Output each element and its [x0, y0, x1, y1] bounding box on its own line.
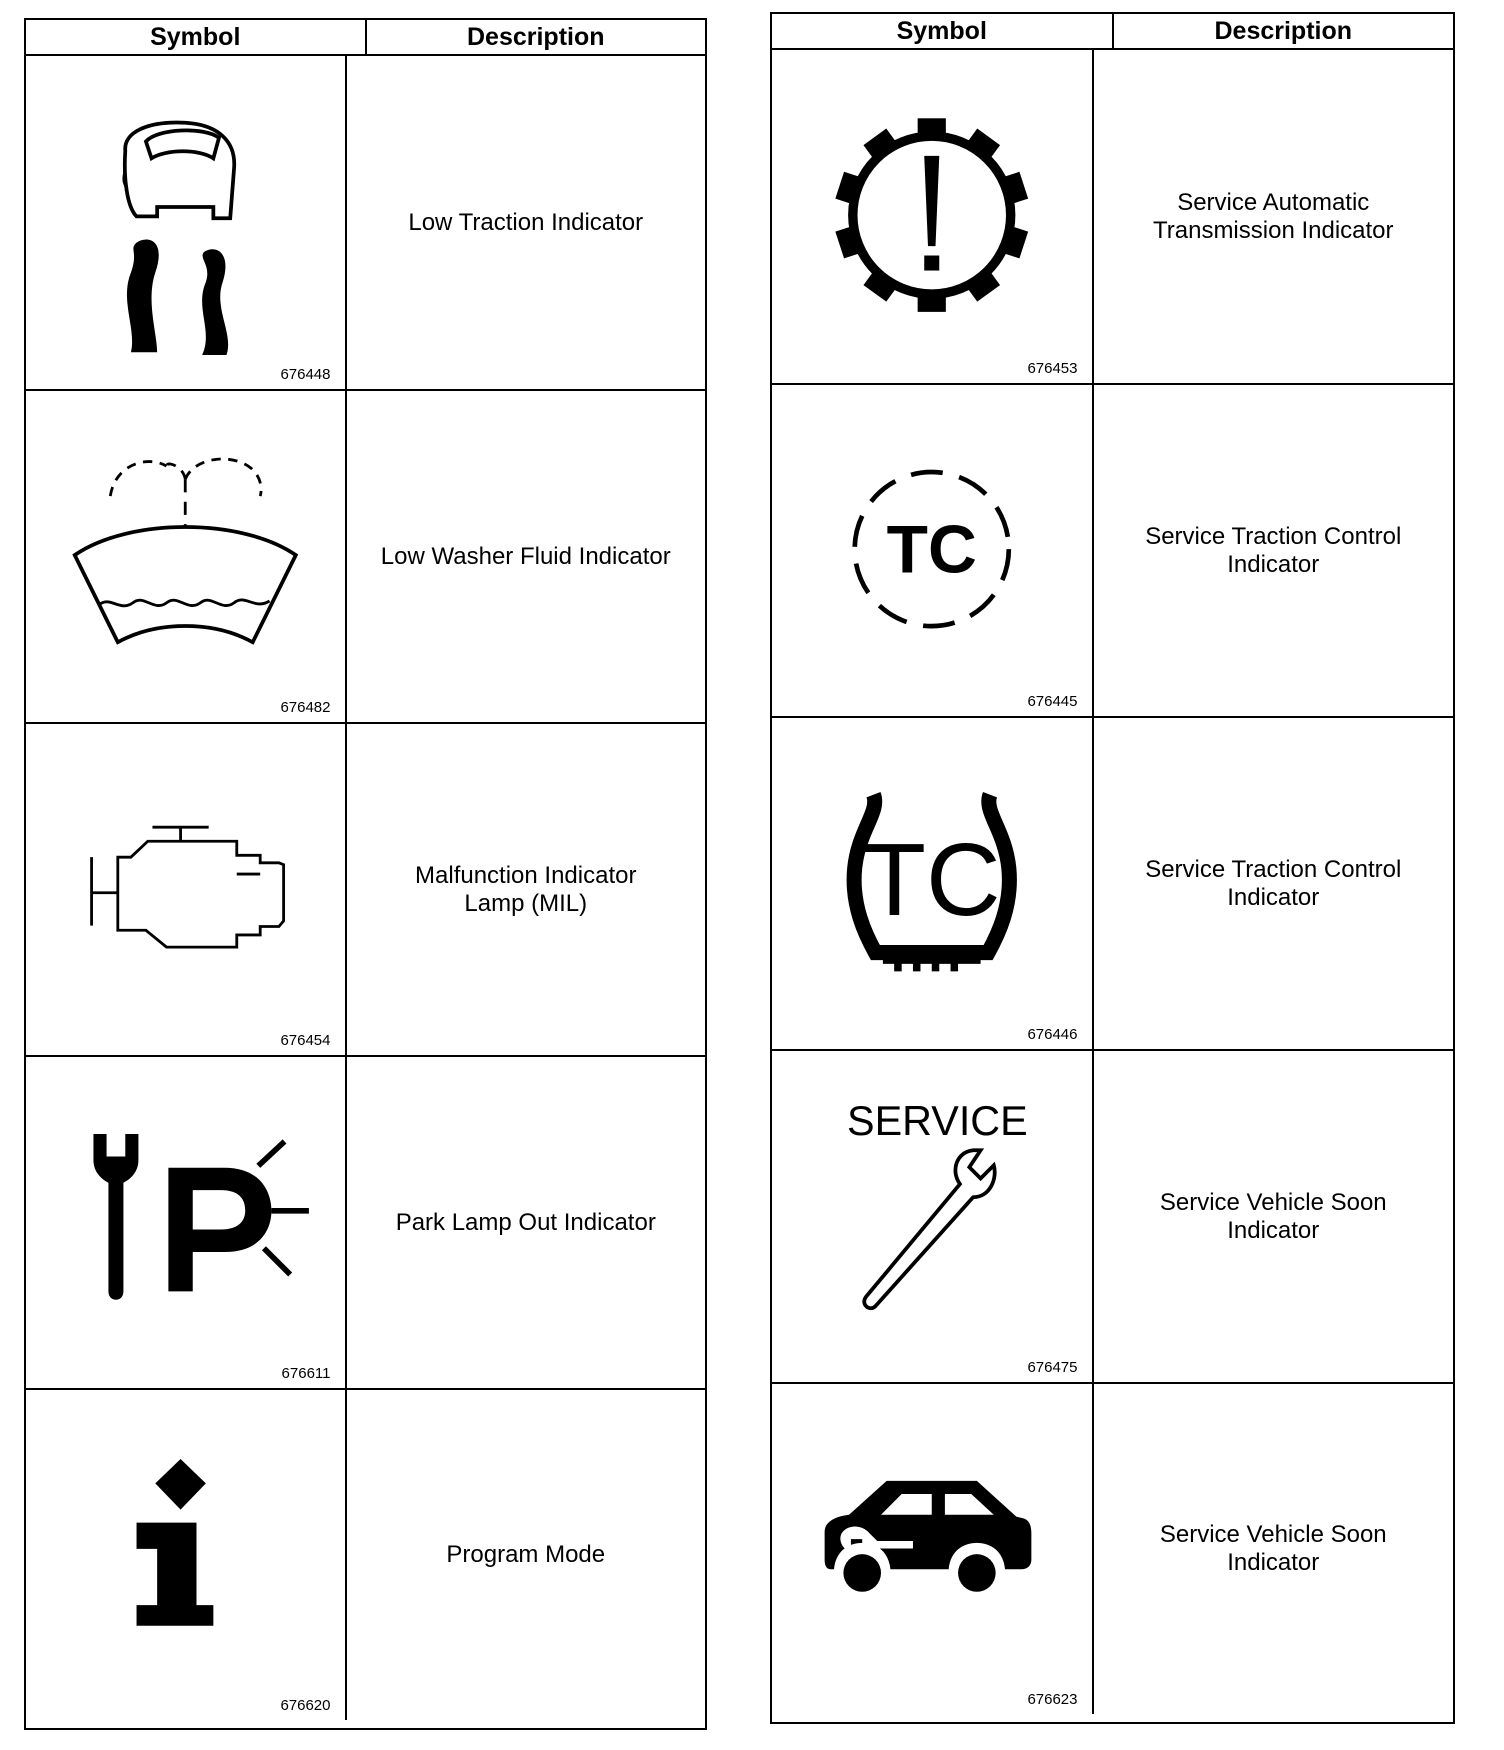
description-column-header: Description: [1112, 14, 1454, 48]
figure-number: 676453: [1027, 360, 1078, 377]
figure-number: 676446: [1027, 1026, 1078, 1043]
park-lamp-icon: [26, 1057, 345, 1388]
figure-number: 676482: [280, 699, 331, 716]
description-column-header: Description: [365, 20, 706, 54]
table-row: [26, 56, 705, 389]
description-text: Service Automatic Transmission Indicator: [1152, 188, 1394, 244]
figure-number: 676611: [281, 1365, 331, 1382]
washer-fluid-icon: [26, 391, 345, 722]
service-wrench-icon: [772, 1051, 1092, 1382]
table-row: [26, 1055, 705, 1388]
table-row: [26, 389, 705, 722]
table-header: [26, 20, 705, 56]
table-row: [772, 716, 1453, 1049]
description-text: Service Vehicle Soon Indicator: [1159, 1521, 1387, 1576]
table-row: [26, 1388, 705, 1720]
table-row: [772, 383, 1453, 716]
description-text: Service Traction Control Indicator: [1145, 522, 1402, 578]
gear-exclamation-icon: [772, 50, 1092, 383]
symbol-column-header: Symbol: [150, 23, 241, 51]
tc-dashed-circle-icon: [772, 385, 1092, 716]
symbol-table-right: [770, 12, 1455, 1724]
service-label: SERVICE: [847, 1098, 1028, 1145]
table-row: [772, 1382, 1453, 1714]
symbol-table-left: [24, 18, 707, 1730]
table-row: [772, 1049, 1453, 1382]
symbol-column-header: Symbol: [896, 17, 987, 45]
description-text: Service Traction Control Indicator: [1145, 855, 1402, 911]
description-text: Service Vehicle Soon Indicator: [1159, 1188, 1387, 1244]
description-text: Low Traction Indicator: [408, 208, 644, 236]
figure-number: 676620: [280, 1697, 331, 1714]
figure-number: 676445: [1027, 693, 1078, 710]
table-row: [26, 722, 705, 1055]
low-traction-icon: [26, 56, 345, 389]
svg-text:TC: TC: [886, 512, 977, 588]
car-wrench-icon: [772, 1384, 1092, 1714]
figure-number: 676623: [1027, 1691, 1078, 1708]
table-row: [772, 50, 1453, 383]
engine-icon: [26, 724, 345, 1055]
figure-number: 676454: [280, 1032, 331, 1049]
figure-number: 676475: [1027, 1359, 1078, 1376]
info-icon: [26, 1390, 345, 1720]
svg-text:TC: TC: [862, 820, 1001, 937]
description-text: Program Mode: [446, 1541, 606, 1568]
table-header: [772, 14, 1453, 50]
description-text: Park Lamp Out Indicator: [395, 1208, 656, 1236]
tc-tire-icon: [772, 718, 1092, 1049]
figure-number: 676448: [280, 366, 331, 383]
description-text: Low Washer Fluid Indicator: [380, 542, 671, 570]
description-text: Malfunction Indicator Lamp (MIL): [415, 861, 637, 917]
